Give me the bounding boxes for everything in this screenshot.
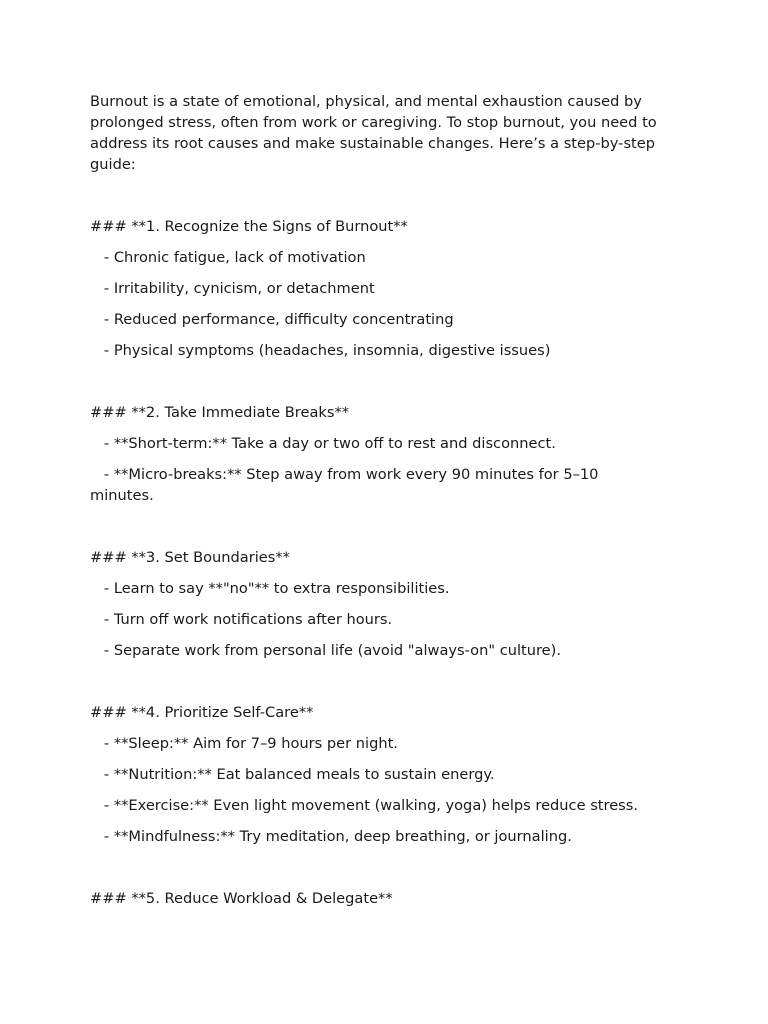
list-item: - **Exercise:** Even light movement (walking, yoga) helps reduce stress. bbox=[90, 797, 639, 814]
section-heading: ### **2. Take Immediate Breaks** bbox=[90, 404, 350, 421]
section-1 bbox=[90, 216, 690, 361]
section-2 bbox=[90, 402, 690, 506]
list-item: - Separate work from personal life (avoid "always-on" culture). bbox=[90, 642, 561, 659]
list-item: - Physical symptoms (headaches, insomnia, digestive issues) bbox=[90, 342, 551, 359]
list-item: - **Nutrition:** Eat balanced meals to sustain energy. bbox=[90, 766, 495, 783]
list-item: - **Mindfulness:** Try meditation, deep breathing, or journaling. bbox=[90, 828, 572, 845]
section-heading: ### **4. Prioritize Self-Care** bbox=[90, 704, 314, 721]
intro-paragraph: Burnout is a state of emotional, physical, and mental exhaustion caused by prolonged stress, often from work or caregiving. To stop burnout, you need to address its root causes and make sustainable changes. Here’s a step-by-step guide: bbox=[90, 93, 657, 173]
list-item: - **Short-term:** Take a day or two off to rest and disconnect. bbox=[90, 435, 556, 452]
section-heading: ### **5. Reduce Workload & Delegate** bbox=[90, 890, 393, 907]
list-item: - Learn to say **"no"** to extra responsibilities. bbox=[90, 580, 450, 597]
section-5 bbox=[90, 888, 690, 909]
list-item: - **Sleep:** Aim for 7–9 hours per night. bbox=[90, 735, 398, 752]
list-item: - **Micro-breaks:** Step away from work every 90 minutes for 5–10 minutes. bbox=[90, 466, 599, 504]
list-item: - Turn off work notifications after hours. bbox=[90, 611, 393, 628]
list-item: - Chronic fatigue, lack of motivation bbox=[90, 249, 366, 266]
list-item: - Irritability, cynicism, or detachment bbox=[90, 280, 375, 297]
section-3 bbox=[90, 547, 690, 661]
section-heading: ### **1. Recognize the Signs of Burnout** bbox=[90, 218, 408, 235]
document-page bbox=[90, 91, 690, 919]
section-heading: ### **3. Set Boundaries** bbox=[90, 549, 290, 566]
list-item: - Reduced performance, difficulty concentrating bbox=[90, 311, 454, 328]
section-4 bbox=[90, 702, 690, 847]
